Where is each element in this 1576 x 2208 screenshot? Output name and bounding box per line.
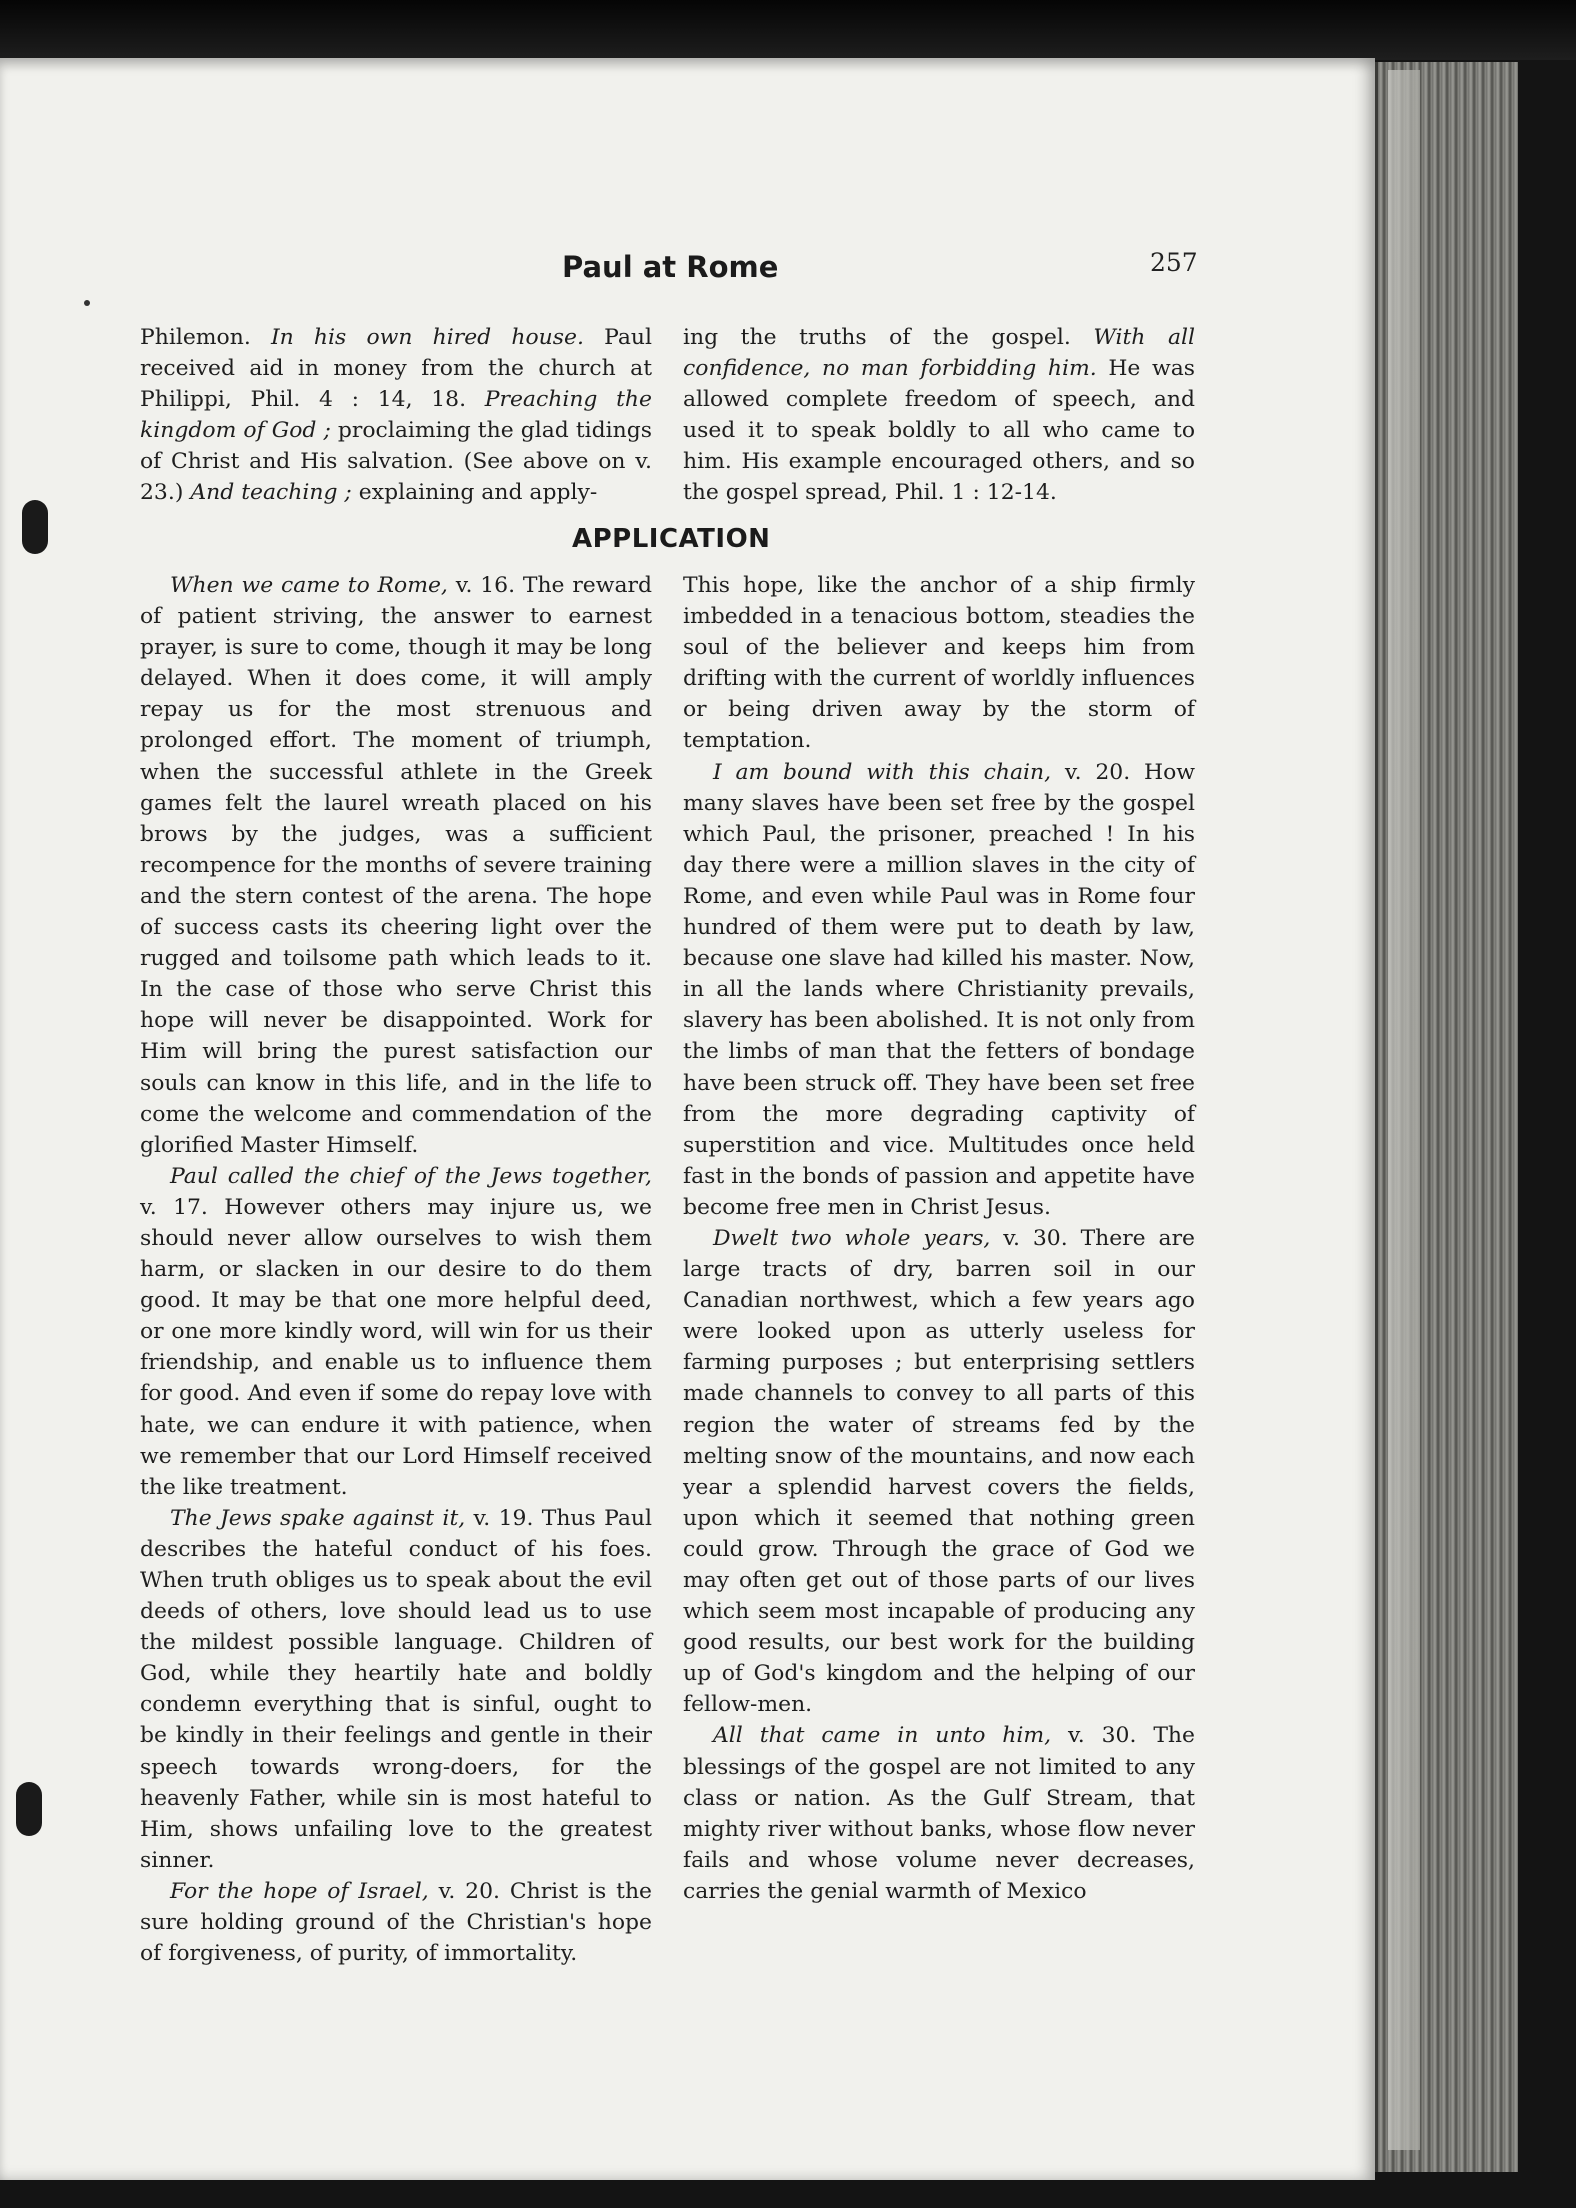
text-run: v. 30. The blessings of the gospel are not limited to any class or nation. As the Gulf Stream, that mighty river without banks, whose flow never fails and whose volume never decreases, carries the genial warmth of Mexico: [683, 1723, 1195, 1904]
italic-phrase: With all confidence, no man forbidding him.: [683, 325, 1195, 382]
italic-phrase: Preaching the kingdom of God ;: [140, 387, 652, 444]
book-page-edges-highlight: [1388, 70, 1420, 2150]
section-heading-application: APPLICATION: [572, 524, 771, 554]
scan-background-top: [0, 0, 1576, 60]
text-run: v. 20. How many slaves have been set free by the gospel which Paul, the prisoner, preached ! In his day there were a million slaves in the city of Rome, and even while Paul was in Rome four hundred of them were put to death by law, because one slave had killed his master. Now, in all the lands where Christianity prevails, slavery has been abolished. It is not only from the limbs of man that the fetters of bondage have been struck off. They have been set free from the more degrading captivity of superstition and vice. Multitudes once held fast in the bonds of passion and appetite have become free men in Christ Jesus.: [683, 759, 1195, 1220]
italic-phrase: And teaching ;: [190, 480, 352, 506]
text-run: ing the truths of the gospel.: [683, 325, 1094, 350]
paragraph: [683, 1223, 1195, 1721]
paragraph: [140, 1876, 652, 1969]
paragraph: [140, 1503, 652, 1876]
italic-phrase: In his own hired house.: [270, 325, 584, 350]
top-right-column: [683, 322, 1195, 509]
paragraph: [140, 1161, 652, 1503]
italic-phrase: For the hope of Israel,: [170, 1878, 429, 1904]
scan-speck: [84, 300, 90, 306]
top-left-column: [140, 322, 652, 509]
page-number: 257: [1150, 248, 1198, 277]
text-run: Philemon.: [140, 325, 271, 350]
paragraph: [140, 322, 652, 509]
paragraph: [683, 322, 1195, 509]
text-run: Paul received aid in money from the church at Philippi, Phil. 4 : 14, 18.: [140, 325, 652, 413]
text-run: v. 19. Thus Paul describes the hateful conduct of his foes. When truth obliges us to speak about the evil deeds of others, love should lead us to use the mildest possible language. Children of God, while they heartily hate and boldly condemn everything that is sinful, ought to be kindly in their feelings and gentle in their speech towards wrong-doers, for the heavenly Father, while sin is most hateful to Him, shows unfailing love to the greatest sinner.: [140, 1505, 652, 1873]
application-left-column: [140, 570, 652, 1969]
italic-phrase: Dwelt two whole years,: [713, 1225, 991, 1251]
italic-phrase: All that came in unto him,: [713, 1723, 1052, 1749]
text-run: This hope, like the anchor of a ship firmly imbedded in a tenacious bottom, steadies the soul of the believer and keeps him from drifting with the current of worldly influences or being driven away by the storm of temptation.: [683, 573, 1195, 754]
paragraph: [683, 757, 1195, 1223]
paragraph: [140, 570, 652, 1161]
text-run: He was allowed complete freedom of speech, and used it to speak boldly to all who came to him. His example encouraged others, and so the gospel spread, Phil. 1 : 12-14.: [683, 356, 1195, 506]
text-run: v. 16. The reward of patient striving, the answer to earnest prayer, is sure to come, though it may be long delayed. When it does come, it will amply repay us for the most strenuous and prolonged effort. The moment of triumph, when the successful athlete in the Greek games felt the laurel wreath placed on his brows by the judges, was a sufficient recompence for the months of severe training and the stern contest of the arena. The hope of success casts its cheering light over the rugged and toilsome path which leads to it. In the case of those who serve Christ this hope will never be disappointed. Work for Him will bring the purest satisfaction our souls can know in this life, and in the life to come the welcome and commendation of the glorified Master Himself.: [140, 573, 653, 1158]
text-run: v. 17. However others may injure us, we should never allow ourselves to wish them harm, or slacken in our desire to do them good. It may be that one more helpful deed, or one more kindly word, will win for us their friendship, and enable us to influence them for good. And even if some do repay love with hate, we can endure it with patience, when we remember that our Lord Himself received the like treatment.: [140, 1194, 652, 1500]
running-title: Paul at Rome: [562, 250, 779, 284]
italic-phrase: Paul called the chief of the Jews together,: [170, 1163, 652, 1189]
paragraph: [683, 1720, 1195, 1907]
paragraph: [683, 570, 1195, 757]
italic-phrase: When we came to Rome,: [170, 573, 448, 598]
text-run: v. 30. There are large tracts of dry, barren soil in our Canadian northwest, which a few years ago were looked upon as utterly useless for farming purposes ; but enterprising settlers made channels to convey to all parts of this region the water of streams fed by the melting snow of the mountains, and now each year a splendid harvest covers the fields, upon which it seemed that nothing green could grow. Through the grace of God we may often get out of those parts of our lives which seem most incapable of producing any good results, our best work for the building up of God's kingdom and the helping of our fellow-men.: [683, 1225, 1195, 1718]
text-run: v. 20. Christ is the sure holding ground of the Christian's hope of forgiveness, of purity, of immortality.: [140, 1878, 652, 1967]
text-run: explaining and apply-: [351, 480, 598, 506]
application-right-column: [683, 570, 1195, 1907]
binding-hole-lower: [16, 1782, 42, 1836]
binding-hole-upper: [22, 500, 48, 554]
text-run: proclaiming the glad tidings of Christ and His salvation. (See above on v. 23.): [140, 418, 652, 506]
italic-phrase: I am bound with this chain,: [713, 759, 1052, 785]
italic-phrase: The Jews spake against it,: [170, 1505, 466, 1531]
